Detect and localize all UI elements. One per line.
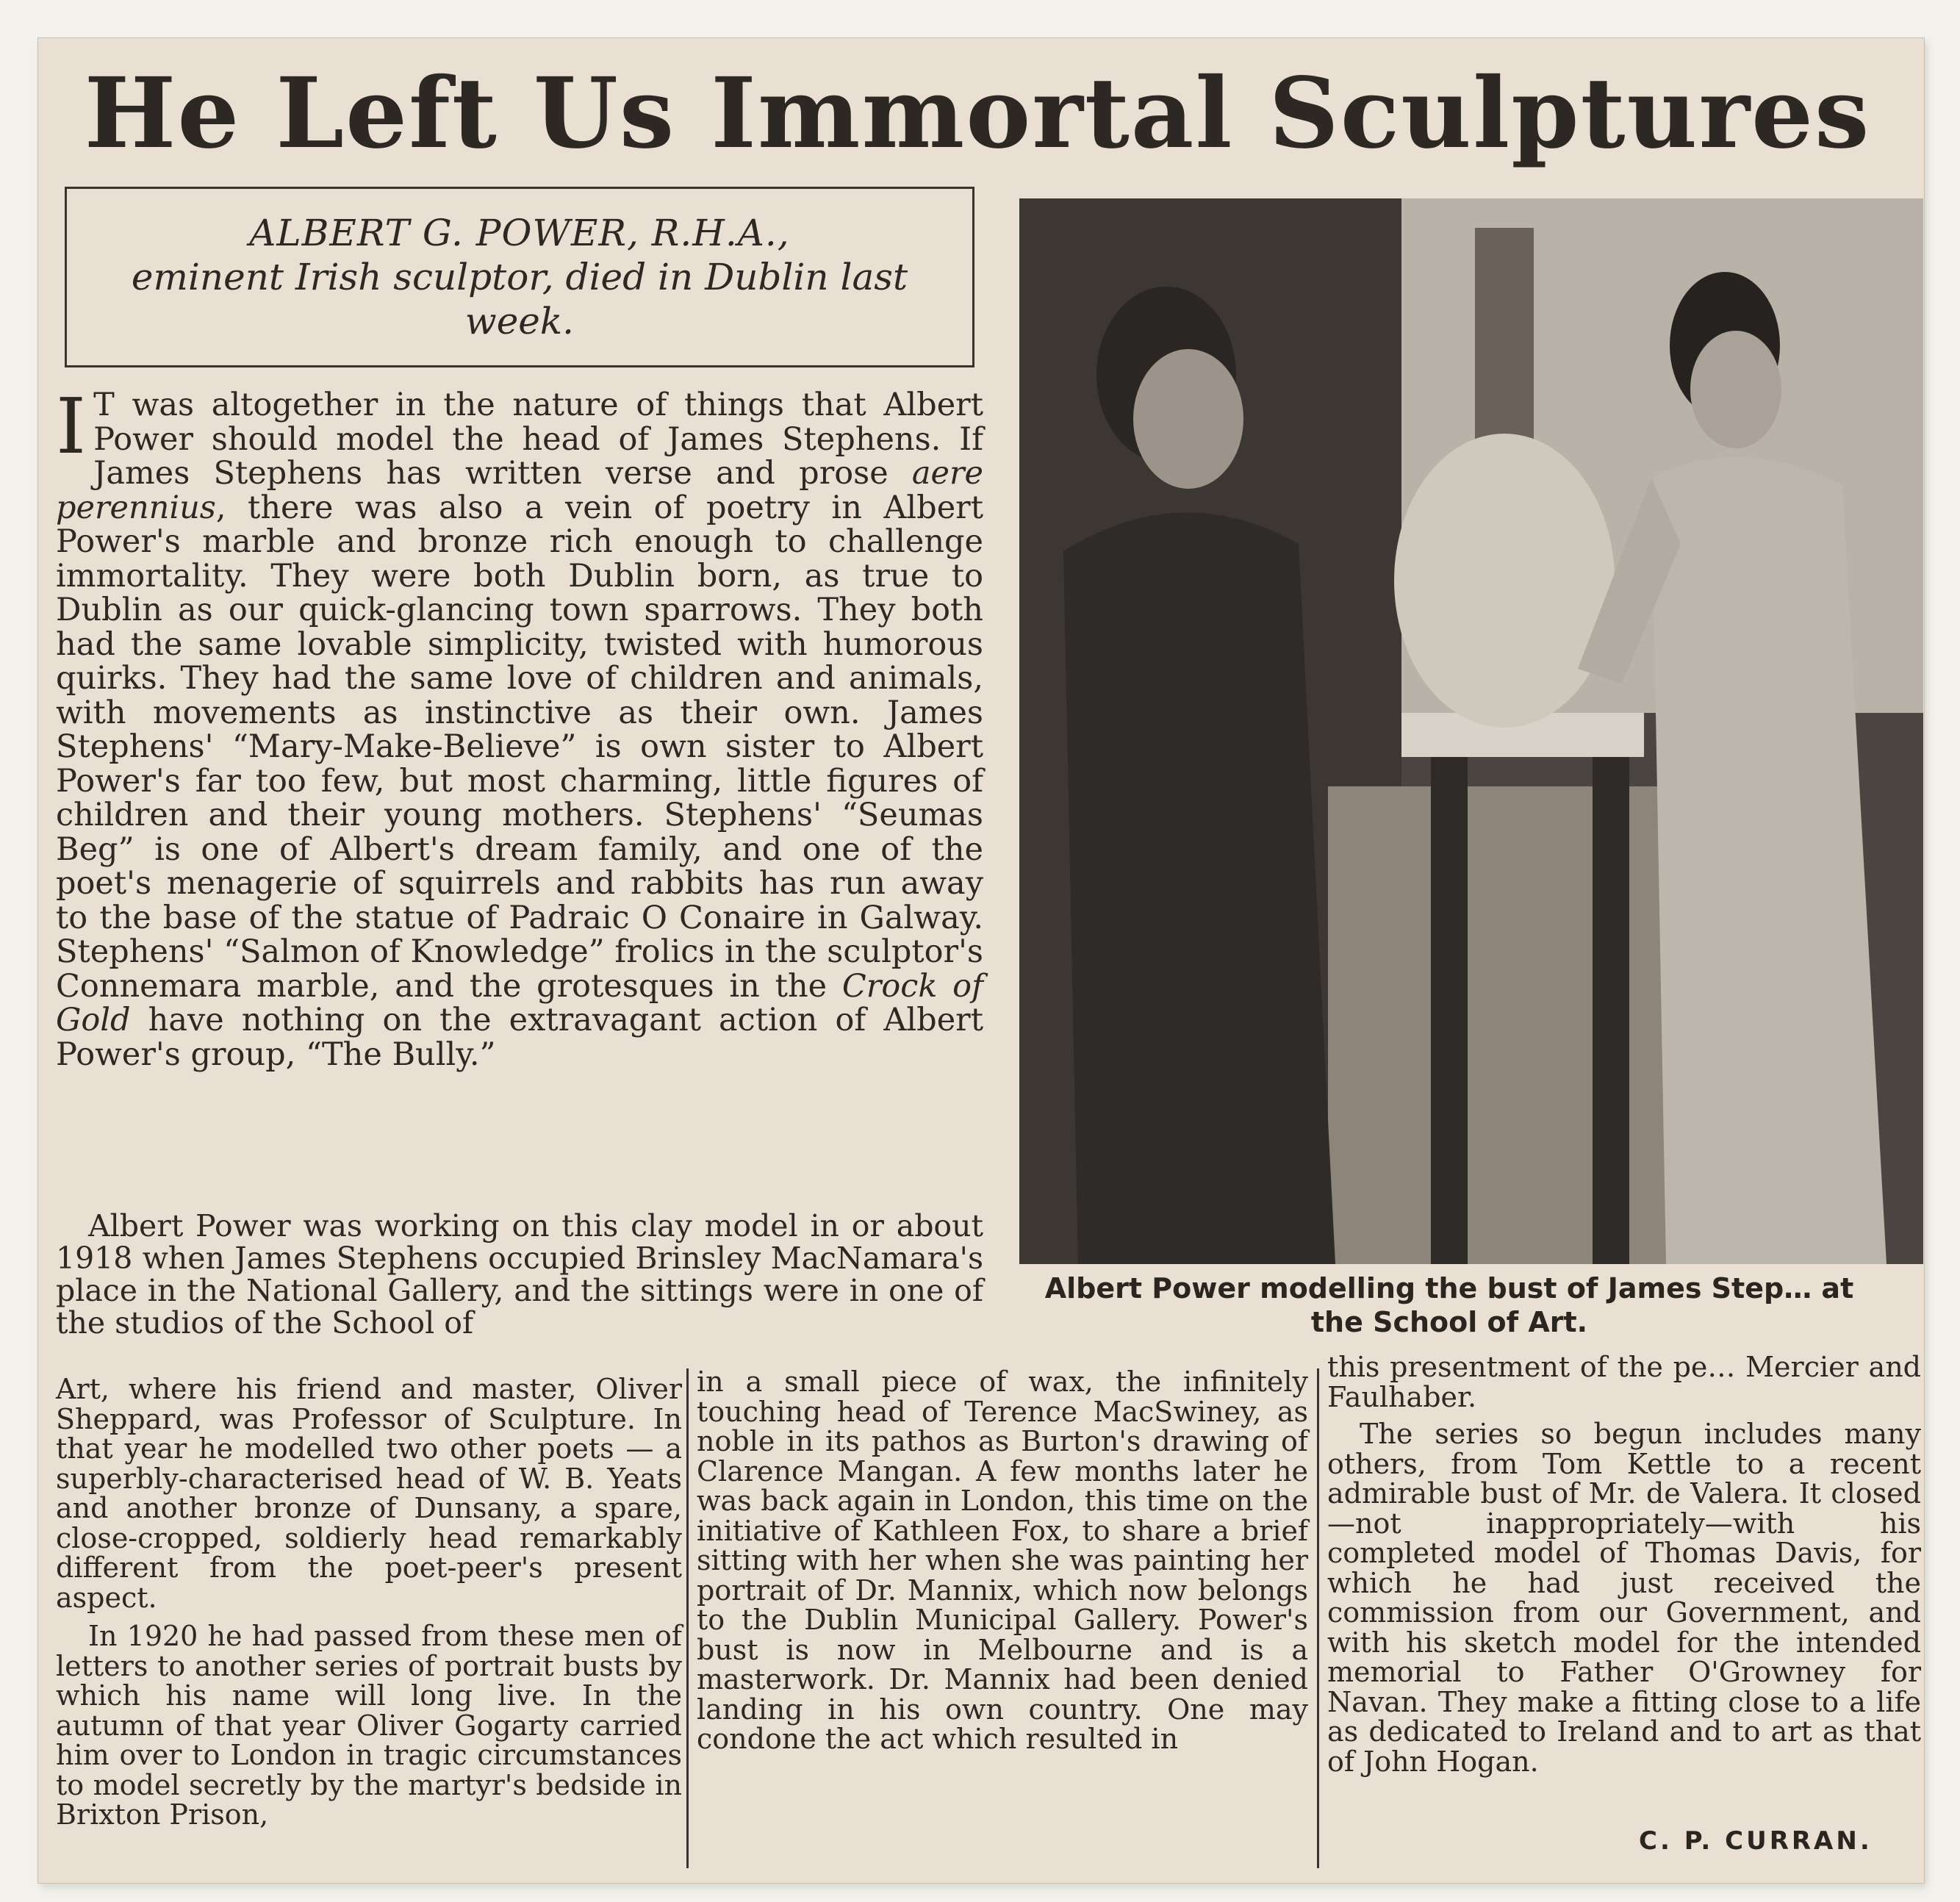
subhead-name: ALBERT G. POWER, R.H.A., [249,212,790,254]
body-column-3 [1327,1352,1921,1776]
book-title: Crock of Gold [56,967,983,1038]
paragraph-3: In 1920 he had passed from these men of letters to another series of portrait busts by which his name will long live. In the autumn of that year Oliver Gogarty carried him over to London in tragic circumstances to model secretly by the martyr's bedside in Brixton Prison, [56,1620,682,1831]
paragraph-1-text-a: T was altogether in the nature of things that Albert Power should model the head of James Stephens. If James Stephens has written verse and prose [93,387,983,492]
column-3-text-a: this presentment of the pe… Mercier and Faulhaber. [1327,1351,1921,1413]
column-3-text-b: The series so begun includes many others, from Tom Kettle to a recent admirable bust of Mr. de Valera. It closed—not inappropriately—with his completed model of Thomas Davis, for which he had just received the commission from our Government, and with his sketch model for the intended memorial to Father O'Growney for Navan. They make a fitting close to a life as dedicated to Ireland and to art as that of John Hogan. [1327,1418,1921,1778]
subhead-description: eminent Irish sculptor, died in Dublin last week. [131,256,908,342]
paragraph-1-text-c: have nothing on the extravagant action of Albert Power's group, “The Bully.” [56,1002,983,1073]
column-rule-1 [686,1368,689,1868]
column-rule-2 [1317,1368,1319,1868]
paragraph-2-narrow: Art, where his friend and master, Oliver Sheppard, was Professor of Sculpture. In that year he modelled two other poets — a superbly-characterised head of W. B. Yeats and another bronze of Dunsany, a spare, close-cropped, soldierly head remarkably different from the poet-peer's present aspect. [56,1373,682,1614]
body-column-1 [56,1374,682,1830]
body-column-2 [697,1367,1308,1754]
article-photo [1019,198,1923,1264]
dropcap: I [56,381,87,471]
author-signature: C. P. CURRAN. [1639,1826,1873,1856]
column-2-text: in a small piece of wax, the infinitely touching head of Terence MacSwiney, as noble in its pathos as Burton's drawing of Clarence Mangan. A few months later he was back again in London, this time on the initiative of Kathleen Fox, to share a brief sitting with her when she was painting her portrait of Dr. Mannix, which now belongs to the Dublin Municipal Gallery. Power's bust is now in Melbourne and is a masterwork. Dr. Mannix had been denied landing in his own country. One may condone the act which resulted in [697,1366,1308,1755]
latin-phrase: aere perennius [56,455,983,526]
article-headline: He Left Us Immortal Sculptures [84,57,1871,171]
photo-caption: Albert Power modelling the bust of James Step… at the School of Art. [1044,1272,1854,1338]
photo-illustration [1019,198,1923,1264]
paragraph-2-wide: Albert Power was working on this clay model in or about 1918 when James Stephens occupied Brinsley MacNamara's place in the National Gallery, and the sittings were in one of the studios of the School of [56,1208,983,1341]
paragraph-1-text-b: , there was also a vein of poetry in Albert Power's marble and bronze rich enough to challenge immortality. They were both Dublin born, as true to Dublin as our quick-glancing town sparrows. They both had the same lovable simplicity, twisted with humorous quirks. They had the same love of children and animals, with movements as instinctive as their own. James Stephens' “Mary-Make-Believe” is own sister to Albert Power's far too few, but most charming, little figures of children and their young mothers. Stephens' “Seumas Beg” is one of Albert's dream family, and one of the poet's menagerie of squirrels and rabbits has run away to the base of the statue of Padraic O Conaire in Galway. Stephens' “Salmon of Knowledge” frolics in the sculptor's Connemara marble, and the grotesques in the [56,489,983,1005]
body-paragraph-2-top [56,1210,983,1339]
body-paragraph-1 [56,381,983,1073]
subhead-box [65,187,974,367]
